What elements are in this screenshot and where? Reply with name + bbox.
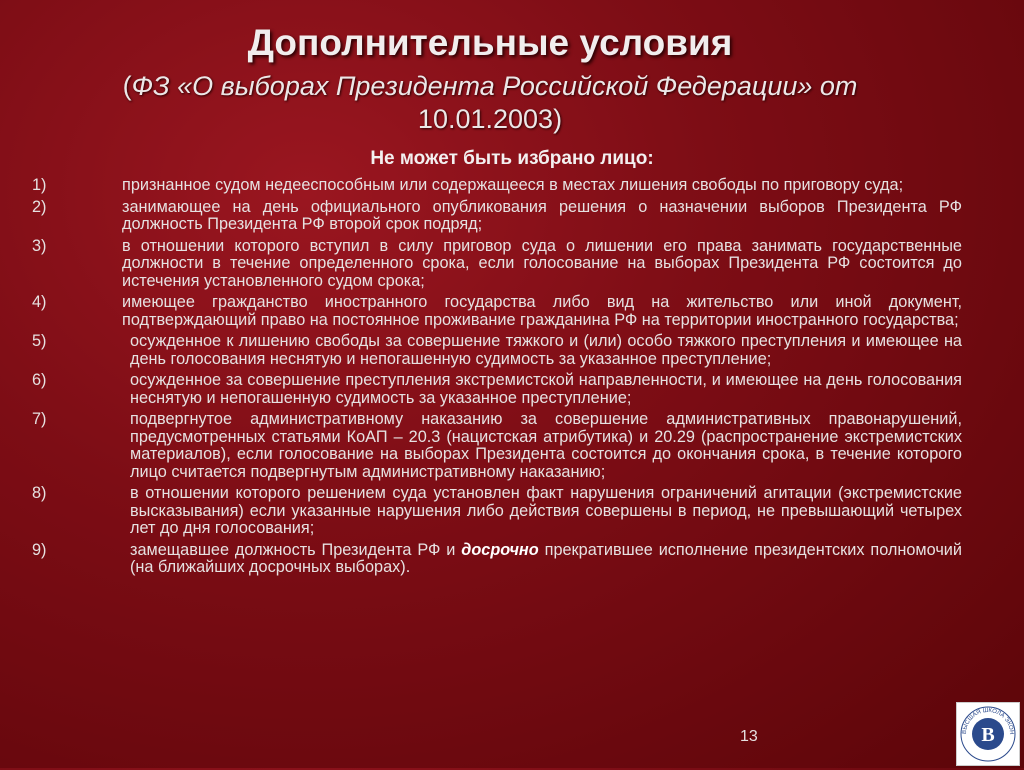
logo-letter: В [981, 724, 995, 746]
list-item-number: 6) [32, 371, 47, 389]
list-item [0, 238, 1024, 291]
list-item-text: в отношении которого решением суда установлен факт нарушения ограничений агитации (экстремистские высказывания) если указанные нарушения либо действия совершены в период, не превышающий четырех лет до дня голосования; [130, 484, 962, 537]
list-heading: Не может быть избрано лицо: [370, 148, 654, 169]
slide-subtitle: (ФЗ «О выборах Президента Российской Федерации» от 10.01.2003) [122, 71, 858, 134]
list-item-number: 9) [32, 540, 47, 559]
list-item-text: признанное судом недееспособным или содержащееся в местах лишения свободы по приговору суда; [122, 176, 904, 194]
list-item-text: осужденное за совершение преступления экстремистской направленности, и имеющее на день голосования неснятую и непогашенную судимость за указанное преступление; [130, 371, 962, 407]
list-item [0, 294, 1024, 329]
list-item-number: 1) [32, 176, 47, 194]
conditions-list [0, 177, 1024, 581]
list-item-number: 8) [32, 484, 47, 502]
hse-logo-icon [957, 703, 1019, 765]
hse-logo [956, 702, 1020, 766]
list-item [0, 372, 1024, 407]
subtitle-line-2: 10.01.2003 [417, 104, 554, 134]
logo-text: ВЫСШАЯ ШКОЛА ЭКОН [961, 707, 1015, 735]
list-item-text: в отношении которого вступил в силу приговор суда о лишении его права занимать государственные должности в течение определенного срока, если голосование на выборах Президента РФ состоится до истечения установленного судом срока; [122, 236, 962, 290]
list-item-number: 4) [32, 293, 47, 311]
list-item-number: 5) [32, 332, 47, 350]
list-item-text-before: замещавшее должность Президента РФ и [130, 540, 456, 559]
page-number: 13 [740, 728, 758, 745]
list-item-text: осужденное к лишению свободы за совершение тяжкого и (или) особо тяжкого преступления и имеющее на день голосования неснятую и непогашенную судимость за указанное преступление; [130, 332, 962, 368]
list-item [0, 199, 1024, 234]
list-item-number: 7) [32, 410, 47, 428]
list-item-text-after: прекратившее исполнение президентских полномочий (на ближайших досрочных выборах). [130, 540, 962, 576]
list-item [0, 485, 1024, 538]
subtitle-line-1: ФЗ «О выборах Президента Российской Федерации» от [131, 71, 858, 101]
list-item [0, 333, 1024, 368]
list-item-text: подвергнутое административному наказанию за совершение административных правонарушений, предусмотренных статьями КоАП – 20.3 (нацистская атрибутика) и 20.29 (распространение экстремистских материалов), если голосование на выборах Президента состоится до окончания срока, в течение которого лицо считается подвергнутым административному наказанию; [130, 410, 962, 481]
list-item-text [130, 542, 962, 577]
list-item [0, 177, 1024, 195]
list-item-number: 2) [32, 197, 47, 216]
emphasis-text: досрочно [461, 540, 539, 559]
list-item-number: 3) [32, 236, 47, 255]
list-item [0, 411, 1024, 481]
list-item-text: имеющее гражданство иностранного государства либо вид на жительство или иной документ, подтверждающий право на постоянное проживание гражданина РФ на территории иностранного государства; [122, 293, 962, 329]
slide-title: Дополнительные условия [247, 22, 733, 63]
list-item-text: занимающее на день официального опубликования решения о назначении выборов Президента РФ должность Президента РФ второй срок подряд; [122, 197, 962, 233]
list-item [0, 542, 1024, 577]
